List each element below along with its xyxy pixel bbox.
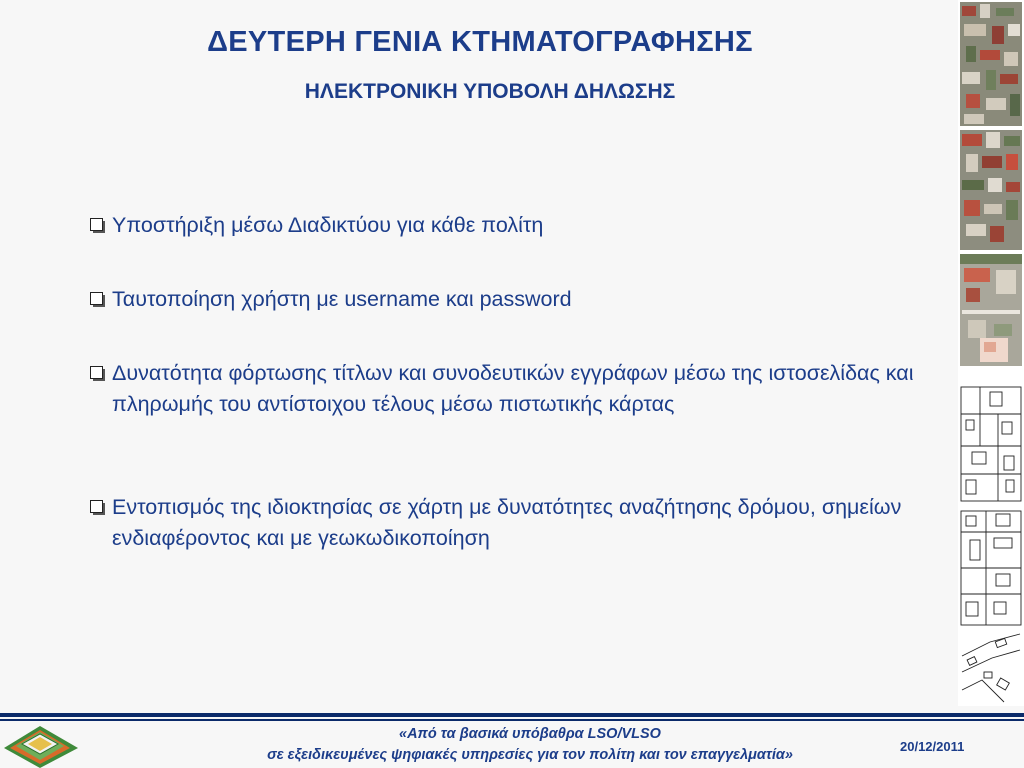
side-image-strip	[958, 0, 1024, 706]
bullet-text: Εντοπισμός της ιδιοκτησίας σε χάρτη με δυνατότητες αναζήτησης δρόμου, σημείων ενδιαφέροντος και με γεωκωδικοποίηση	[112, 495, 902, 550]
footer-line-2: σε εξειδικευμένες ψηφιακές υπηρεσίες για τον πολίτη και τον επαγγελματία»	[267, 747, 793, 763]
footer-rule	[0, 713, 1024, 717]
bullet-text: Ταυτοποίηση χρήστη με username και password	[112, 287, 572, 311]
aerial-photo	[960, 254, 1022, 366]
bullet-item	[88, 358, 918, 420]
aerial-photo	[960, 130, 1022, 250]
checkbox-bullet-icon	[90, 366, 103, 379]
cadastral-drawing	[960, 386, 1022, 502]
cadastral-drawing	[960, 510, 1022, 626]
checkbox-bullet-icon	[90, 500, 103, 513]
footer-date: 20/12/2011	[900, 739, 965, 754]
slide-title: ΔΕΥΤΕΡΗ ΓΕΝΙΑ ΚΤΗΜΑΤΟΓΡΑΦΗΣΗΣ	[207, 26, 753, 58]
bullet-item	[88, 210, 918, 241]
checkbox-bullet-icon	[90, 292, 103, 305]
bullet-text: Υποστήριξη μέσω Διαδικτύου για κάθε πολίτη	[112, 213, 544, 237]
checkbox-bullet-icon	[90, 218, 103, 231]
bullet-item	[88, 284, 918, 315]
bullet-text: Δυνατότητα φόρτωσης τίτλων και συνοδευτικών εγγράφων μέσω της ιστοσελίδας και πληρωμής του αντίστοιχου τέλους μέσω πιστωτικής κάρτας	[112, 361, 914, 416]
slide-subtitle: ΗΛΕΚΤΡΟΝΙΚΗ ΥΠΟΒΟΛΗ ΔΗΛΩΣΗΣ	[304, 80, 676, 103]
cadastral-drawing	[960, 632, 1022, 706]
footer-rule	[0, 719, 1024, 721]
footer-caption	[140, 724, 920, 766]
ktimatologio-logo	[0, 718, 82, 768]
aerial-photo	[960, 2, 1022, 126]
bullet-item	[88, 492, 918, 554]
footer-line-1: «Από τα βασικά υπόβαθρα LSO/VLSO	[399, 726, 661, 742]
